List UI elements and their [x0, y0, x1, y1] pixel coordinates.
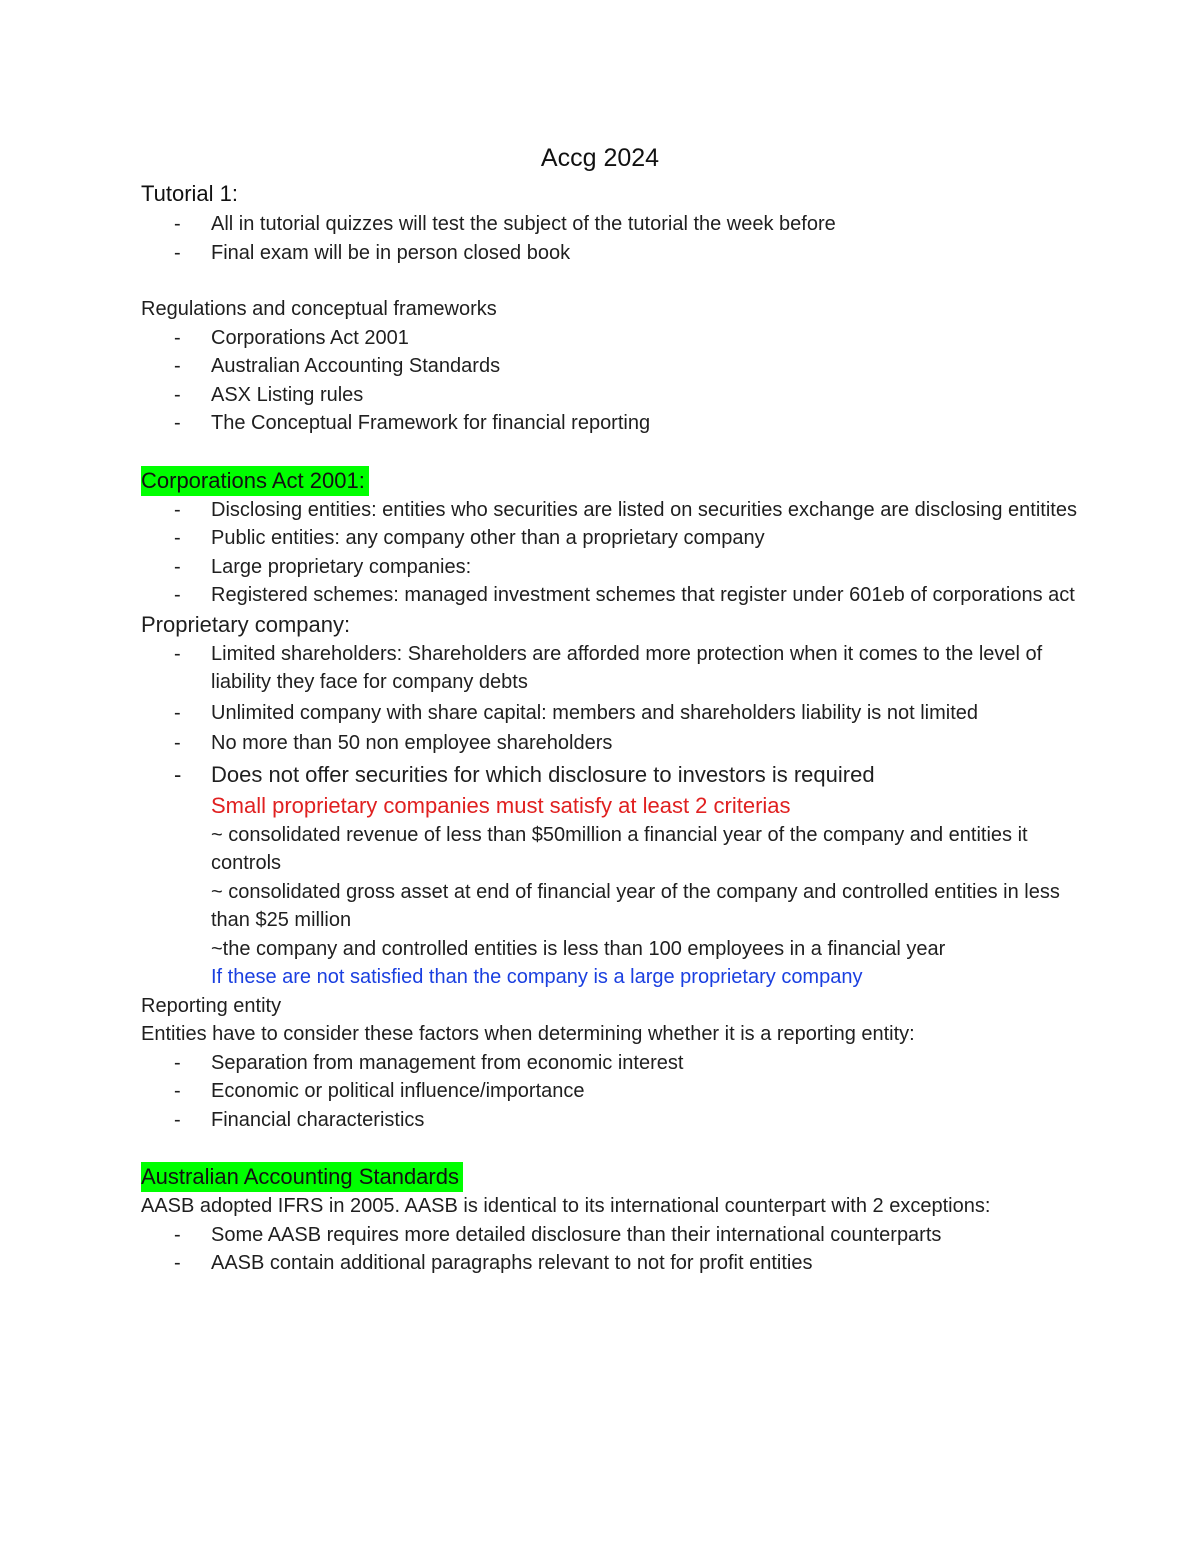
- list-item: [141, 1049, 1081, 1078]
- bullet-dash: -: [174, 1080, 181, 1102]
- list-item-text: The Conceptual Framework for financial reporting: [211, 412, 651, 434]
- list-item: [141, 729, 1081, 758]
- list-item: [141, 524, 1081, 553]
- small-proprietary-note: Small proprietary companies must satisfy at least 2 criterias: [211, 792, 791, 818]
- bullet-dash: -: [174, 701, 181, 724]
- list-item-text: Disclosing entities: entities who securities are listed on securities exchange are disclosing entitites: [211, 498, 1077, 521]
- list-item-text: Australian Accounting Standards: [211, 355, 501, 377]
- list-item: [141, 581, 1081, 610]
- list-item: [141, 640, 1081, 697]
- list-item-text: Corporations Act 2001: [211, 326, 409, 349]
- bullet-dash: -: [174, 412, 181, 434]
- criteria-item: ~ consolidated gross asset at end of financial year of the company and controlled entities in less than $25 million: [211, 880, 1060, 931]
- aas-heading-row: [141, 1162, 1081, 1192]
- list-item-text: ASX Listing rules: [211, 383, 364, 406]
- list-item-text: Limited shareholders: Shareholders are afforded more protection when it comes to the level of liability they face for company debts: [211, 642, 1043, 693]
- aas-intro: AASB adopted IFRS in 2005. AASB is identical to its international counterpart with 2 exceptions:: [141, 1195, 991, 1217]
- bullet-dash: -: [174, 555, 181, 578]
- corp-act-heading: Corporations Act 2001:: [141, 466, 369, 496]
- list-item-text: Economic or political influence/importance: [211, 1080, 585, 1102]
- aas-heading: Australian Accounting Standards: [141, 1162, 463, 1192]
- spacer: [141, 438, 1081, 466]
- list-item-text: Separation from management from economic interest: [211, 1051, 684, 1074]
- proprietary-heading: Proprietary company:: [141, 611, 351, 637]
- document-title: Accg 2024: [540, 144, 660, 172]
- list-item: [141, 1221, 1081, 1250]
- list-item: [141, 1077, 1081, 1106]
- list-item: [141, 1249, 1081, 1278]
- bullet-dash: -: [174, 241, 181, 264]
- list-item: [141, 210, 1081, 239]
- list-item: [141, 352, 1081, 381]
- regulations-heading: Regulations and conceptual frameworks: [141, 298, 497, 320]
- bullet-dash: -: [174, 584, 181, 606]
- bullet-dash: -: [174, 213, 181, 235]
- list-item: [141, 496, 1081, 525]
- large-proprietary-note: If these are not satisfied than the company is a large proprietary company: [211, 966, 863, 988]
- list-item-text: Large proprietary companies:: [211, 555, 472, 578]
- bullet-dash: -: [174, 732, 181, 754]
- list-item: [141, 699, 1081, 728]
- list-item-text: Unlimited company with share capital: members and shareholders liability is not limited: [211, 701, 979, 724]
- corp-act-heading-row: [141, 466, 1081, 496]
- list-item: [141, 409, 1081, 438]
- list-item-text: Financial characteristics: [211, 1108, 425, 1131]
- bullet-dash: -: [174, 527, 181, 549]
- criteria-item: ~ consolidated revenue of less than $50million a financial year of the company and entities it controls: [211, 823, 1028, 874]
- bullet-dash: -: [174, 498, 181, 521]
- list-item: [141, 1106, 1081, 1135]
- reporting-intro: Entities have to consider these factors when determining whether it is a reporting entity:: [141, 1023, 915, 1045]
- bullet-dash: -: [174, 761, 182, 787]
- list-item: [141, 553, 1081, 582]
- list-item-text: Registered schemes: managed investment schemes that register under 601eb of corporations act: [211, 584, 1075, 606]
- criteria-item: ~the company and controlled entities is less than 100 employees in a financial year: [211, 937, 946, 960]
- reporting-heading: Reporting entity: [141, 994, 282, 1017]
- bullet-dash: -: [174, 383, 181, 406]
- bullet-dash: -: [174, 1051, 181, 1074]
- list-item-text: Some AASB requires more detailed disclosure than their international counterparts: [211, 1223, 942, 1246]
- tutorial-heading: Tutorial 1:: [141, 181, 239, 206]
- bullet-dash: -: [174, 1252, 181, 1274]
- list-item: [141, 381, 1081, 410]
- list-item-text: Public entities: any company other than a proprietary company: [211, 527, 765, 549]
- list-item-text: AASB contain additional paragraphs relevant to not for profit entities: [211, 1252, 813, 1274]
- list-item-text: Does not offer securities for which disclosure to investors is required: [211, 761, 875, 787]
- bullet-dash: -: [174, 642, 181, 665]
- bullet-dash: -: [174, 355, 181, 377]
- bullet-dash: -: [174, 1108, 181, 1131]
- list-item-text: Final exam will be in person closed book: [211, 241, 571, 264]
- list-item: [141, 760, 1081, 790]
- bullet-dash: -: [174, 326, 181, 349]
- list-item: [141, 324, 1081, 353]
- list-item-text: No more than 50 non employee shareholders: [211, 732, 613, 754]
- bullet-dash: -: [174, 1223, 181, 1246]
- list-item: [141, 239, 1081, 268]
- spacer: [141, 1134, 1081, 1162]
- document-body: [141, 178, 1081, 1278]
- spacer: [141, 267, 1081, 295]
- list-item-text: All in tutorial quizzes will test the subject of the tutorial the week before: [211, 213, 836, 235]
